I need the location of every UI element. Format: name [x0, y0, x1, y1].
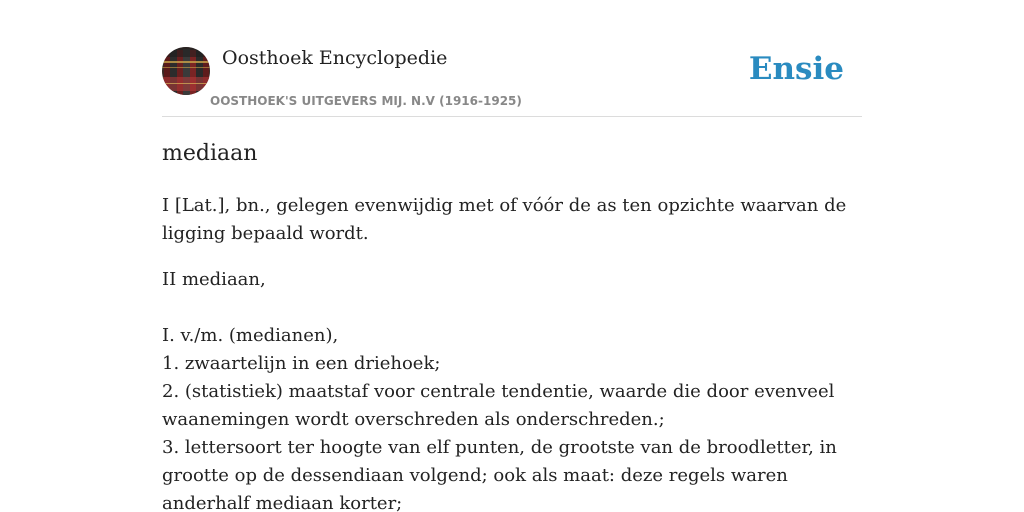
entry-paragraph: II mediaan, [162, 269, 266, 290]
entry-definition-list [162, 322, 862, 512]
publisher-label: OOSTHOEK'S UITGEVERS MIJ. N.V (1916-1925) [210, 94, 522, 108]
page-container [162, 0, 862, 512]
entry-body [162, 192, 862, 512]
site-title[interactable]: Oosthoek Encyclopedie [222, 47, 448, 69]
definition-line: 3. lettersoort ter hoogte van elf punten, de grootste van de broodletter, in grootte op de dessendiaan volgend; ook als maat: deze regels waren anderhalf mediaan korter; [162, 437, 837, 512]
definition-line: I. v./m. (medianen), [162, 325, 339, 346]
entry-paragraph: I [Lat.], bn., gelegen evenwijdig met of vóór de as ten opzichte waarvan de ligging bepaald wordt. [162, 195, 847, 244]
site-header [162, 0, 862, 117]
book-spines-icon[interactable] [162, 47, 210, 95]
definition-line: 2. (statistiek) maatstaf voor centrale tendentie, waarde die door evenveel waanemingen wordt overschreden als onderschreden.; [162, 381, 835, 430]
entry-title: mediaan [162, 141, 258, 166]
ensie-logo-link[interactable]: Ensie [748, 51, 844, 87]
definition-line: 1. zwaartelijn in een driehoek; [162, 353, 441, 374]
